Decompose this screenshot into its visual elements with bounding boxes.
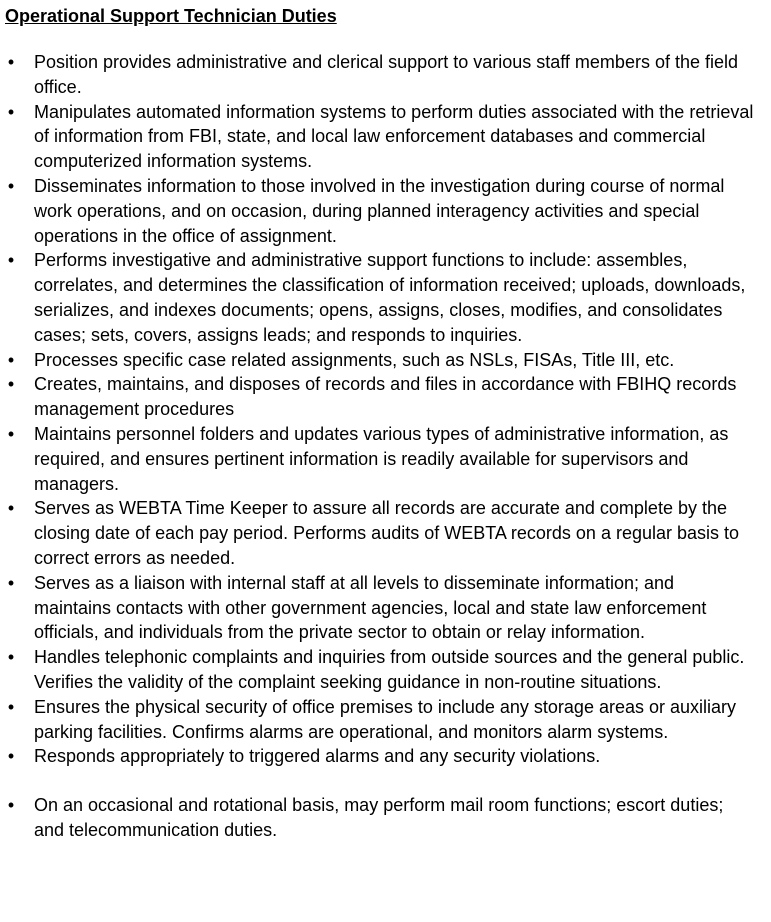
- list-item: [5, 496, 754, 570]
- duty-text: Ensures the physical security of office premises to include any storage areas or auxiliary parking facilities. Confirms alarms are operational, and monitors alarm systems.: [34, 696, 737, 742]
- duty-text: Position provides administrative and clerical support to various staff members of the field office.: [34, 52, 739, 97]
- bullet-icon: [5, 645, 17, 670]
- bullet-icon: [5, 793, 17, 818]
- duty-text: Manipulates automated information systems to perform duties associated with the retrieval of information from FBI, state, and local law enforcement databases and commercial computerized information systems.: [34, 101, 754, 172]
- duty-text: Serves as WEBTA Time Keeper to assure all records are accurate and complete by the closing date of each pay period. Performs audits of WEBTA records on a regular basis to correct errors as needed.: [34, 498, 740, 568]
- list-item: [5, 793, 754, 843]
- bullet-icon: [5, 174, 17, 199]
- duty-text: Disseminates information to those involved in the investigation during course of normal work operations, and on occasion, during planned interagency activities and special operations in the office of assignment.: [34, 175, 725, 246]
- bullet-icon: [5, 422, 17, 447]
- duty-text: Performs investigative and administrative support functions to include: assembles, correlates, and determines the classification of information received; uploads, downloads, serializes, and indexes documents; opens, assigns, closes, modifies, and consolidates cases; sets, covers, assigns leads; and responds to inquiries.: [34, 250, 746, 345]
- bullet-icon: [5, 496, 17, 521]
- list-item: [5, 695, 754, 745]
- list-item: [5, 174, 754, 248]
- bullet-icon: [5, 248, 17, 273]
- bullet-icon: [5, 100, 17, 125]
- bullet-icon: [5, 372, 17, 397]
- list-item: [5, 744, 754, 769]
- duty-text: On an occasional and rotational basis, may perform mail room functions; escort duties; and telecommunication duties.: [34, 795, 724, 840]
- duty-text: Creates, maintains, and disposes of records and files in accordance with FBIHQ records management procedures: [34, 374, 737, 420]
- duty-text: Maintains personnel folders and updates various types of administrative information, as required, and ensures pertinent information is readily available for supervisors and managers.: [34, 423, 729, 494]
- bullet-icon: [5, 571, 17, 596]
- bullet-icon: [5, 50, 17, 75]
- duty-text: Serves as a liaison with internal staff at all levels to disseminate information; and maintains contacts with other government agencies, local and state law enforcement officials, and individuals from the private sector to obtain or relay information.: [34, 572, 707, 643]
- list-item: [5, 645, 754, 695]
- duties-list: [5, 50, 771, 843]
- list-item: [5, 571, 754, 645]
- list-item: [5, 348, 754, 373]
- list-item: [5, 100, 754, 174]
- duty-text: Handles telephonic complaints and inquiries from outside sources and the general public. Verifies the validity of the complaint seeking guidance in non-routine situations.: [34, 647, 745, 692]
- list-item: [5, 248, 754, 347]
- bullet-icon: [5, 744, 17, 769]
- document-title: Operational Support Technician Duties: [5, 6, 337, 26]
- duty-text: Processes specific case related assignments, such as NSLs, FISAs, Title III, etc.: [34, 349, 675, 370]
- bullet-icon: [5, 348, 17, 373]
- list-item: [5, 422, 754, 496]
- list-item: [5, 372, 754, 422]
- bullet-icon: [5, 695, 17, 720]
- list-item: [5, 50, 754, 100]
- duty-text: Responds appropriately to triggered alarms and any security violations.: [34, 746, 601, 767]
